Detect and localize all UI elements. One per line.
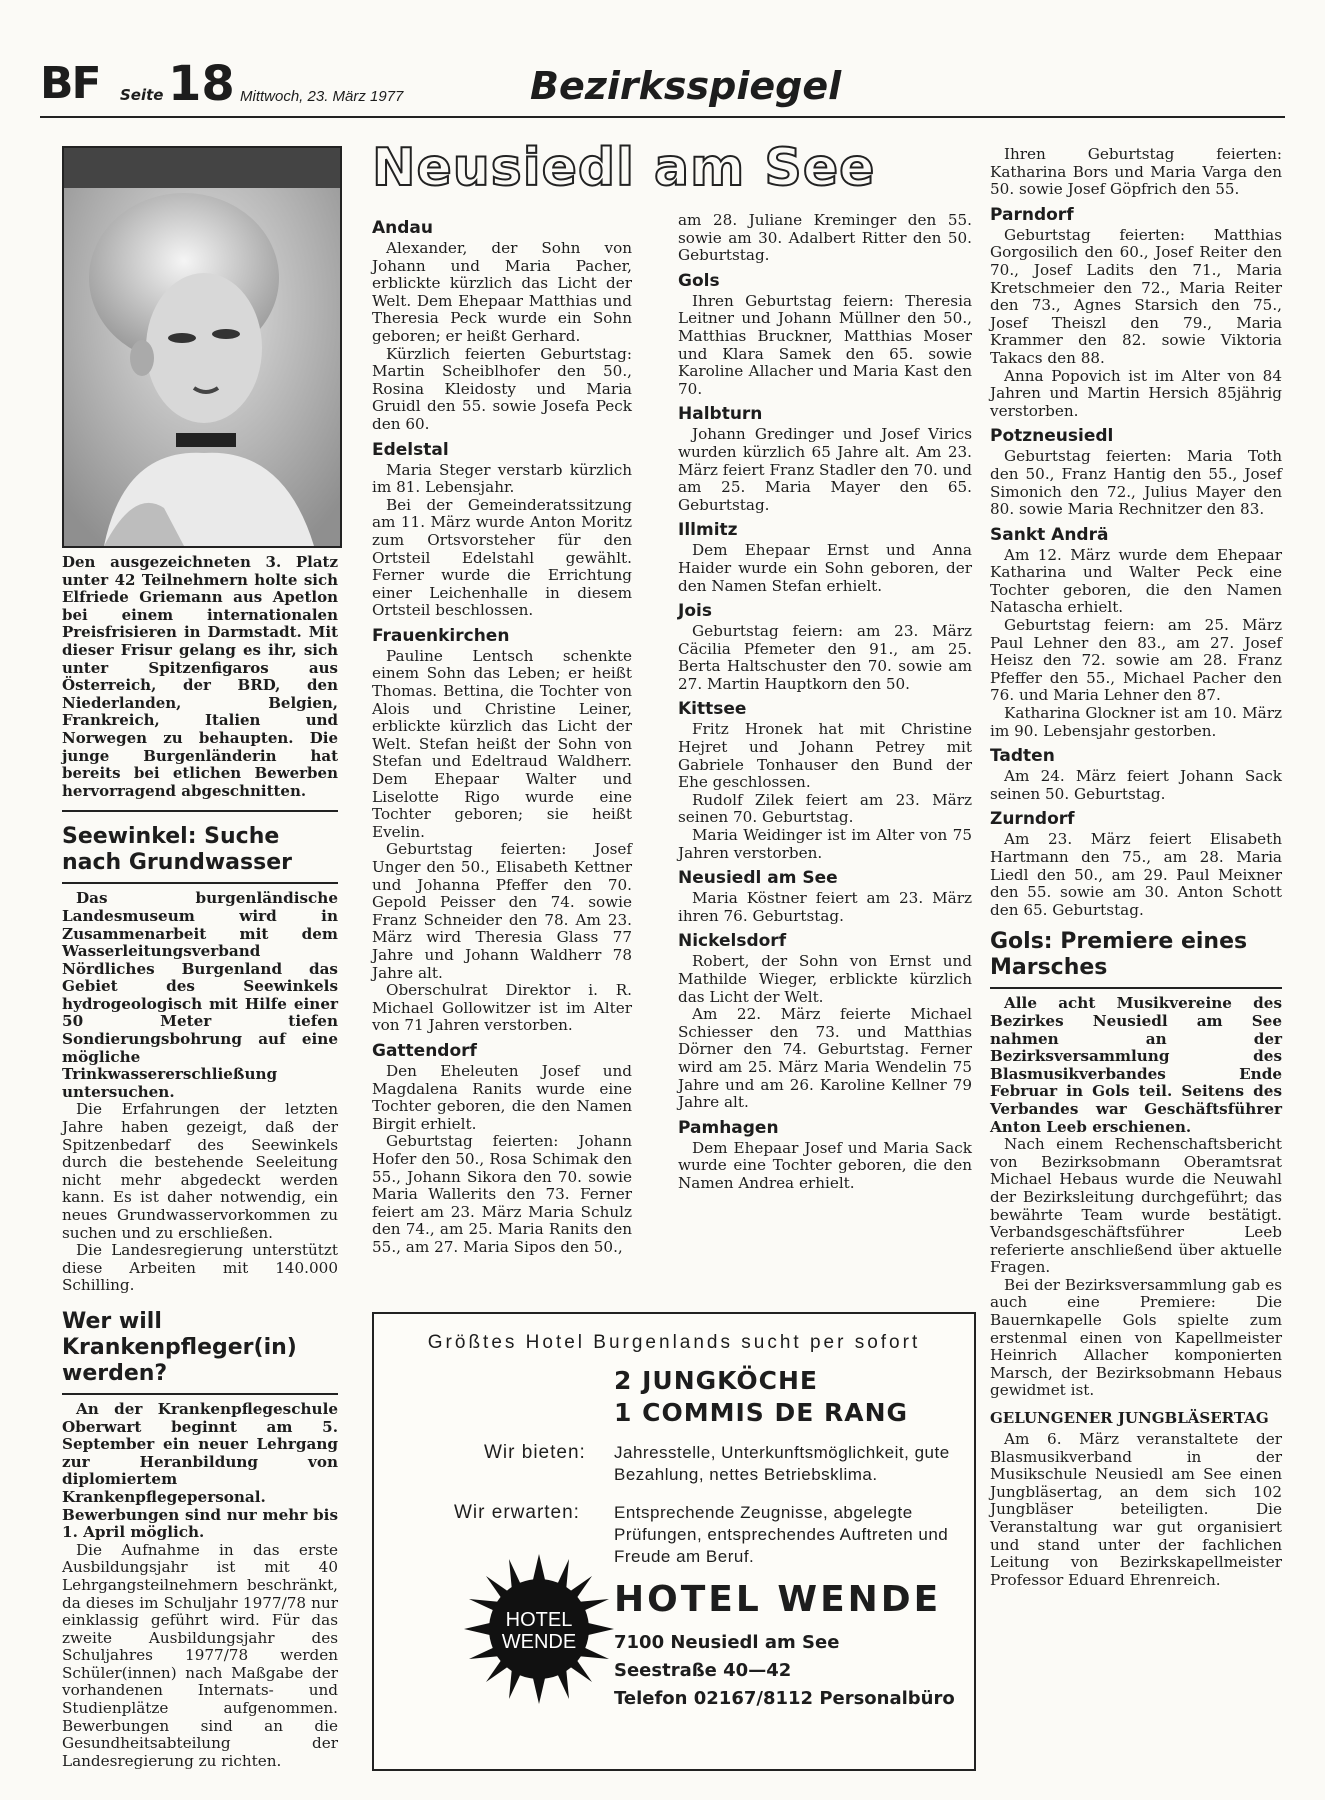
article-lead-gols-marsch: Alle acht Musikvereine des Bezirkes Neusiedl am See nahmen an der Bezirksversammlung des Blasmusikverbandes Ende Februar in Gols teil. Seitens des Verbandes war Geschäftsführer Anton Leeb erschienen. bbox=[990, 994, 1282, 1136]
article-paragraph: Kürzlich feierten Geburtstag: Martin Scheiblhofer den 50., Rosina Kleidosty und Maria Gruidl den 55. sowie Josefa Peck den 60. bbox=[372, 344, 632, 433]
article-lead-krankenpfleger: An der Krankenpflegeschule Oberwart beginnt am 5. September ein neuer Lehrgang zur Heranbildung von diplomiertem Krankenpflegepersonal. Bewerbungen sind nur mehr bis 1. April möglich. bbox=[62, 1399, 338, 1542]
page-header bbox=[40, 58, 1285, 118]
article-paragraph: Geburtstag feierten: Johann Hofer den 50., Rosa Schimak den 55., Johann Sikora den 70. sowie Maria Wallerits den 73. Ferner feiert am 23. März Maria Schulz den 74., am 25. Maria Ranits den 55., am 27. Maria Sipos den 50., bbox=[372, 1132, 632, 1256]
article-title-seewinkel: Seewinkel: Suche nach Grundwasser bbox=[62, 824, 292, 876]
town-heading: Potzneusiedl bbox=[990, 426, 1114, 447]
article-paragraph: Dem Ehepaar Josef und Maria Sack wurde eine Tochter geboren, die den Namen Andrea erhielt. bbox=[678, 1138, 972, 1192]
article-paragraph: Maria Steger verstarb kürzlich im 81. Lebensjahr. bbox=[372, 460, 632, 497]
article-paragraph: Maria Weidinger ist im Alter von 75 Jahren verstorben. bbox=[678, 826, 972, 862]
town-heading: Neusiedl am See bbox=[678, 868, 838, 889]
article-paragraph: Anna Popovich ist im Alter von 84 Jahren und Martin Hersich 85jährig verstorben. bbox=[990, 366, 1282, 420]
ad-address-line-2: Seestraße 40—42 bbox=[614, 1660, 792, 1681]
ad-phone: Telefon 02167/8112 Personalbüro bbox=[614, 1688, 955, 1709]
town-heading: Pamhagen bbox=[678, 1117, 779, 1138]
article-paragraph: Bei der Gemeinderatssitzung am 11. März wurde Anton Moritz zum Ortsvorsteher für den Ortsteil Edelstahl gewählt. Ferner wurde die Errichtung einer Leichenhalle in diesem Ortsteil beschlossen. bbox=[372, 495, 632, 620]
article-paragraph: Den Eheleuten Josef und Magdalena Ranits wurde eine Tochter geboren, die den Namen Birgit erhielt. bbox=[372, 1061, 632, 1133]
town-heading: Tadten bbox=[990, 746, 1055, 767]
divider bbox=[990, 987, 1282, 989]
logo-line-1: HOTEL bbox=[505, 1609, 573, 1631]
divider bbox=[62, 1393, 338, 1395]
town-heading: Parndorf bbox=[990, 204, 1074, 225]
article-paragraph: Am 23. März feiert Elisabeth Hartmann den 75., am 28. Maria Liedl den 50., am 29. Paul Meixner den 55. sowie am 30. Anton Schott den 65. Geburtstag. bbox=[990, 830, 1282, 919]
article-paragraph: Geburtstag feierten: Josef Unger den 50., Elisabeth Kettner und Johanna Pfeffer den 70. Gepold Peisser den 74. sowie Franz Schneider den 78. Am 23. März wird Theresia Glass 77 Jahre und Johann Waldherr 78 Jahre alt. bbox=[372, 840, 632, 982]
article-paragraph: Pauline Lentsch schenkte einem Sohn das Leben; er heißt Thomas. Bettina, die Tochter von Alois und Christine Leiner, erblickte kürzlich das Licht der Welt. Stefan heißt der Sohn von Stefan und Edeltraud Waldherr. Dem Ehepaar Walter und Liselotte Rigo wurde eine Tochter geboren; sie heißt Evelin. bbox=[372, 646, 632, 841]
article-paragraph: Ihren Geburtstag feiern: Theresia Leitner und Johann Müllner den 50., Matthias Bruckner, Matthias Moser und Klara Samek den 65. sowie Karoline Allacher und Maria Kast den 70. bbox=[678, 291, 972, 398]
divider bbox=[62, 882, 338, 884]
ad-address-line-1: 7100 Neusiedl am See bbox=[614, 1632, 840, 1653]
section-title: Bezirksspiegel bbox=[530, 64, 842, 108]
town-heading: Jois bbox=[678, 601, 712, 622]
photo-caption: Den ausgezeichneten 3. Platz unter 42 Teilnehmern holte sich Elfriede Griemann aus Apetlon bei einem internationalen Preisfrisieren in Darmstadt. Mit dieser Frisur gelang es ihr, sich unter Spitzenfigaros aus Österreich, der BRD, den Niederlanden, Belgien, Frankreich, Italien und Norwegen zu behaupten. Die junge Burgenländerin hat bereits bei etlichen Bewerben hervorragend abgeschnitten. bbox=[62, 554, 338, 812]
article-paragraph: Nach einem Rechenschaftsbericht von Bezirksobmann Oberamtsrat Michael Hebaus wurde die Neuwahl der Bezirksleitung durchgeführt; das bewährte Team wurde bestätigt. Verbandsgeschäftsführer Leeb referierte anschließend über aktuelle Fragen. bbox=[990, 1135, 1282, 1277]
town-heading: Sankt Andrä bbox=[990, 524, 1109, 545]
newspaper-logo: BF bbox=[40, 58, 100, 109]
article-paragraph: Robert, der Sohn von Ernst und Mathilde Wieger, erblickte kürzlich das Licht der Welt. bbox=[678, 952, 972, 1006]
ad-headline: Größtes Hotel Burgenlands sucht per sofort bbox=[427, 1332, 921, 1353]
article-paragraph: Am 6. März veranstaltete der Blasmusikverband in der Musikschule Neusiedl am See einen Jungbläsertag, an dem sich 102 Jungbläser beteiligten. Die Veranstaltung war gut organisiert und stand unter der fachlichen Leitung von Bezirkskapellmeister Professor Eduard Ehrenreich. bbox=[990, 1430, 1282, 1589]
article-paragraph: Am 22. März feierte Michael Schiesser den 73. und Matthias Dörner den 74. Geburtstag. Ferner wird am 25. März Maria Wendelin 75 Jahre und am 26. Karoline Kellner 79 Jahre alt. bbox=[678, 1005, 972, 1112]
region-banner bbox=[372, 138, 972, 210]
subheading: GELUNGENER JUNGBLÄSERTAG bbox=[990, 1409, 1269, 1428]
article-paragraph: Oberschulrat Direktor i. R. Michael Gollowitzer ist im Alter von 71 Jahren verstorben. bbox=[372, 981, 632, 1035]
article-paragraph: Geburtstag feierten: Maria Toth den 50., Franz Hantig den 55., Josef Simonich den 72., Julius Mayer den 80. sowie Maria Rechnitzer den 83. bbox=[990, 447, 1282, 519]
town-heading: Nickelsdorf bbox=[678, 931, 787, 952]
job-advertisement bbox=[372, 1312, 976, 1771]
region-banner-title: Neusiedl am See bbox=[372, 138, 876, 198]
town-heading: Illmitz bbox=[678, 520, 738, 541]
article-title-gols-marsch: Gols: Premiere eines Marsches bbox=[990, 929, 1248, 981]
article-lead-seewinkel: Das burgenländische Landesmuseum wird in Zusammenarbeit mit dem Wasserleitungsverband Nördliches Burgenland das Gebiet des Seewinkels hydrogeologisch mit Hilfe einer 50 Meter tiefen Sondierungsbohrung auf eine mögliche Trinkwassererschließung untersuchen. bbox=[62, 889, 338, 1101]
article-paragraph: Die Erfahrungen der letzten Jahre haben gezeigt, daß der Spitzenbedarf des Seewinkels durch die bestehende Seeleitung nicht mehr abgedeckt werden kann. Es ist daher notwendig, ein neues Grundwasservorkommen zu suchen und zu erschließen. bbox=[62, 1100, 338, 1242]
article-paragraph: Bei der Bezirksversammlung gab es auch eine Premiere: Die Bauernkapelle Gols spielte zum erstenmal einen von Kapellmeister Heinrich Allacher komponierten Marsch, der Bezirksobmann Hebaus gewidmet ist. bbox=[990, 1275, 1282, 1400]
town-heading: Frauenkirchen bbox=[372, 625, 510, 646]
logo-line-2: WENDE bbox=[501, 1631, 577, 1653]
ad-job-1: 2 JUNGKÖCHE bbox=[614, 1366, 818, 1395]
article-paragraph: Johann Gredinger und Josef Virics wurden kürzlich 65 Jahre alt. Am 23. März feiert Franz Stadler den 70. und am 25. Maria Mayer den 65. Geburtstag. bbox=[678, 425, 972, 514]
town-heading: Gols bbox=[678, 270, 720, 291]
article-paragraph: Geburtstag feierten: Matthias Gorgosilich den 60., Josef Reiter den 70., Josef Ladits den 71., Maria Kretschmeier den 72., Maria Reiter den 73., Agnes Starsich den 75., Josef Theiszl den 79., Maria Krammer den 82. sowie Viktoria Takacs den 88. bbox=[990, 225, 1282, 367]
article-paragraph: Maria Köstner feiert am 23. März ihren 76. Geburtstag. bbox=[678, 889, 972, 925]
article-paragraph: Dem Ehepaar Ernst und Anna Haider wurde ein Sohn geboren, der den Namen Stefan erhielt. bbox=[678, 541, 972, 595]
column-center-left bbox=[372, 212, 632, 1256]
issue-date: Mittwoch, 23. März 1977 bbox=[240, 88, 404, 105]
ad-offer-text: Jahresstelle, Unterkunftsmöglichkeit, gute Bezahlung, nettes Betriebsklima. bbox=[614, 1443, 950, 1484]
ad-hotel-name: HOTEL WENDE bbox=[614, 1579, 942, 1620]
ad-expect-label: Wir erwarten: bbox=[454, 1502, 580, 1523]
town-heading: Gattendorf bbox=[372, 1040, 477, 1061]
article-paragraph: Am 12. März wurde dem Ehepaar Katharina und Walter Peck eine Tochter geboren, die den Namen Natascha erhielt. bbox=[990, 545, 1282, 617]
article-paragraph: Fritz Hronek hat mit Christine Hejret und Johann Petrey mit Gabriele Tonhauser den Bund der Ehe geschlossen. bbox=[678, 720, 972, 792]
ad-job-2: 1 COMMIS DE RANG bbox=[614, 1398, 909, 1427]
article-paragraph: Am 24. März feiert Johann Sack seinen 50. Geburtstag. bbox=[990, 767, 1282, 803]
column-center-right bbox=[678, 212, 972, 1193]
page-label: Seite bbox=[120, 86, 164, 104]
town-heading: Kittsee bbox=[678, 699, 747, 720]
town-heading: Andau bbox=[372, 218, 434, 238]
article-paragraph: Die Landesregierung unterstützt diese Arbeiten mit 140.000 Schilling. bbox=[62, 1241, 338, 1295]
ad-expect-text: Entsprechende Zeugnisse, abgelegte Prüfungen, entsprechendes Auftreten und Freude am Beruf. bbox=[614, 1503, 949, 1566]
article-paragraph: Alexander, der Sohn von Johann und Maria Pacher, erblickte kürzlich das Licht der Welt. Dem Ehepaar Matthias und Theresia Peck wurde ein Sohn geboren; er heißt Gerhard. bbox=[372, 239, 632, 345]
ad-offer-label: Wir bieten: bbox=[484, 1442, 586, 1463]
article-paragraph: Geburtstag feiern: am 23. März Cäcilia Pfemeter den 91., am 25. Berta Haltschuster den 70. sowie am 27. Martin Hauptkorn den 50. bbox=[678, 622, 972, 693]
article-paragraph: Geburtstag feiern: am 25. März Paul Lehner den 83., am 27. Josef Heisz den 72. sowie am 28. Franz Pfeffer den 55., Michael Pacher den 76. und Maria Lehner den 87. bbox=[990, 616, 1282, 705]
column-right bbox=[990, 146, 1282, 1589]
column-left bbox=[62, 146, 338, 1770]
article-paragraph: Rudolf Zilek feiert am 23. März seinen 70. Geburtstag. bbox=[678, 790, 972, 827]
hotel-sun-logo bbox=[464, 1554, 614, 1704]
article-paragraph: Katharina Glockner ist am 10. März im 90. Lebensjahr gestorben. bbox=[990, 704, 1282, 740]
town-heading: Edelstal bbox=[372, 439, 449, 460]
article-title-krankenpfleger: Wer will Krankenpfleger(in) werden? bbox=[62, 1308, 297, 1386]
portrait-photo bbox=[62, 146, 342, 548]
article-paragraph: am 28. Juliane Kreminger den 55. sowie am 30. Adalbert Ritter den 50. Geburtstag. bbox=[678, 211, 972, 265]
town-heading: Zurndorf bbox=[990, 809, 1075, 830]
page-number: 18 bbox=[168, 56, 235, 112]
town-heading: Halbturn bbox=[678, 404, 763, 425]
article-paragraph: Ihren Geburtstag feierten: Katharina Bors und Maria Varga den 50. sowie Josef Göpfrich den 55. bbox=[990, 145, 1282, 199]
article-paragraph: Die Aufnahme in das erste Ausbildungsjahr ist mit 40 Lehrgangsteilnehmern beschränkt, da dieses im Schuljahr 1977/78 nur einklassig geführt wird. Für das zweite Ausbildungsjahr des Schuljahres 1977/78 werden Schüler(innen) nach Maßgabe der vorhandenen Internats- und Studienplätze aufgenommen. Bewerbungen sind an die Gesundheitsabteilung der Landesregierung zu richten. bbox=[62, 1540, 338, 1770]
